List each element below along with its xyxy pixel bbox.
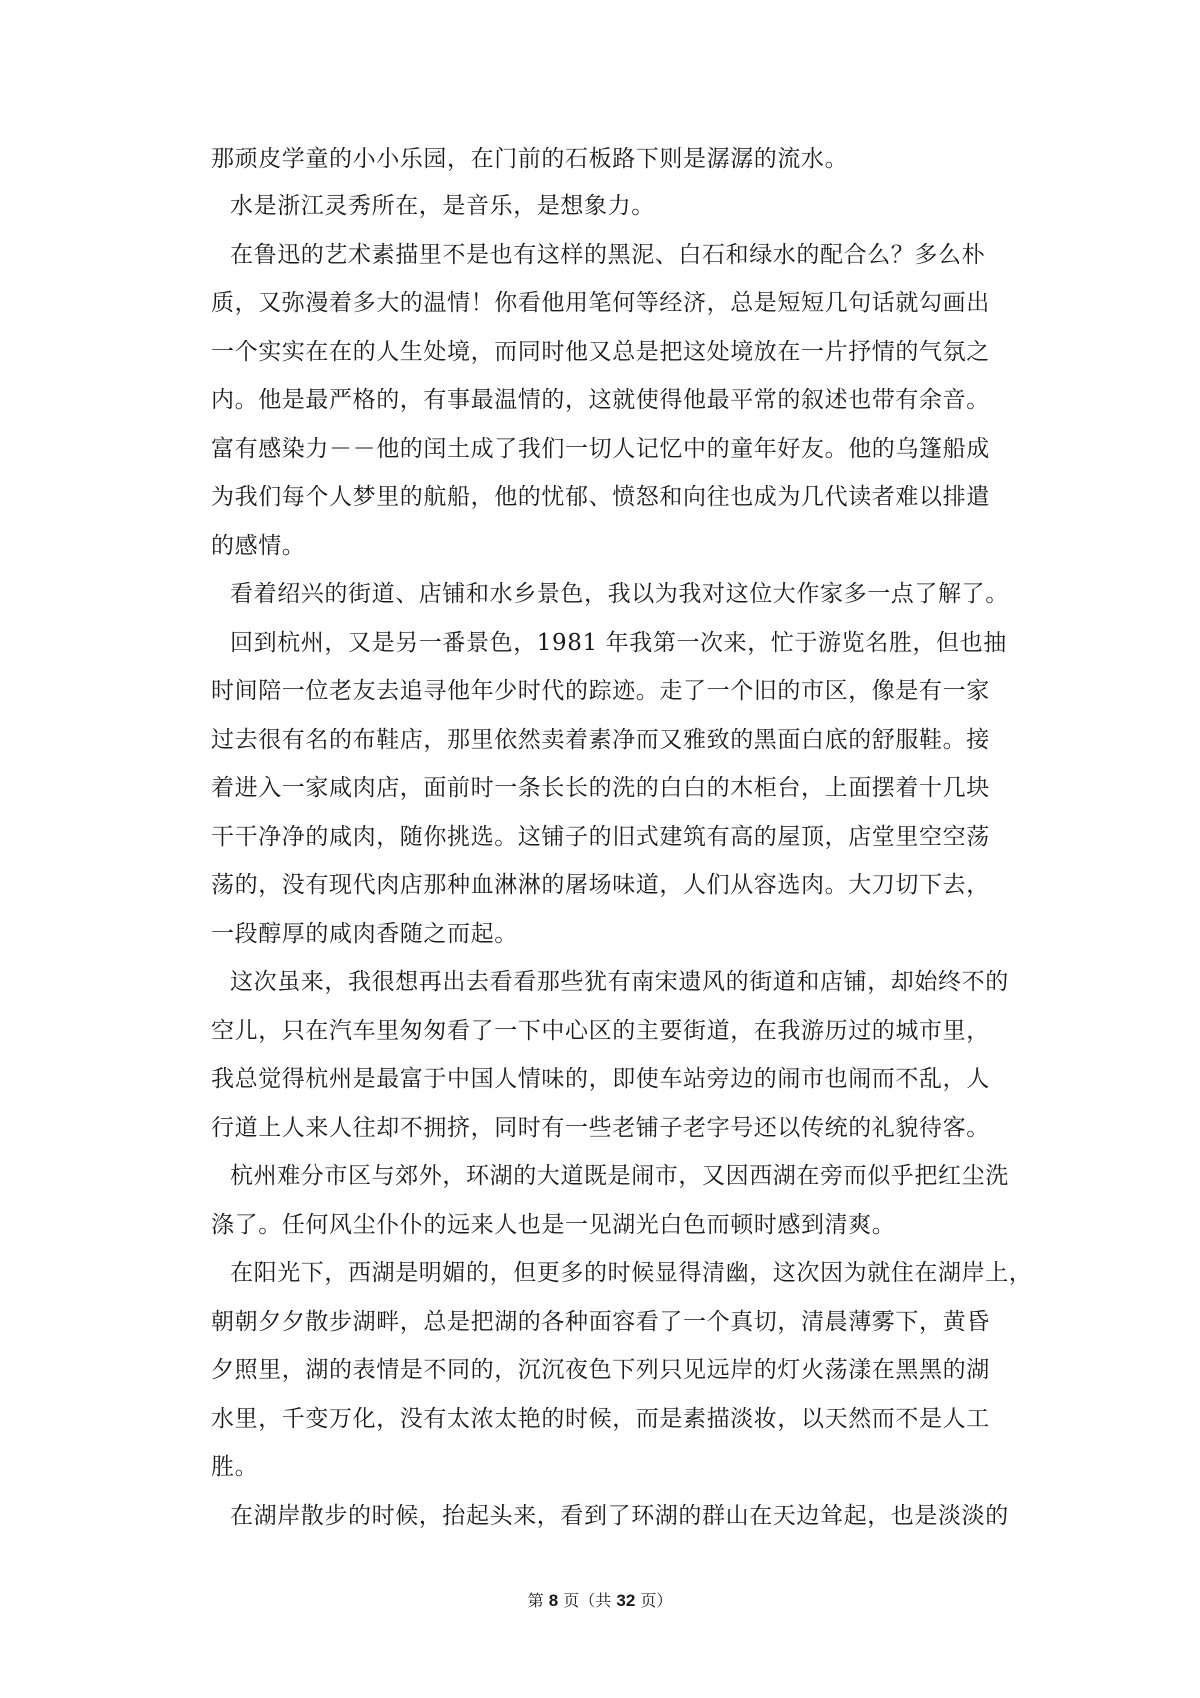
current-page-number: 8 (548, 1591, 559, 1610)
total-pages-number: 32 (616, 1591, 636, 1610)
footer-prefix: 第 (527, 1591, 549, 1610)
text-line: 涤了。任何风尘仆仆的远来人也是一见湖光白色而顿时感到清爽。 (211, 1212, 896, 1238)
footer-middle: 页（共 (558, 1591, 617, 1610)
text-line: 一段醇厚的咸肉香随之而起。 (211, 921, 518, 947)
text-line: 干干净净的咸肉，随你挑选。这铺子的旧式建筑有高的屋顶，店堂里空空荡 (211, 824, 990, 850)
page-footer (0, 1590, 1200, 1612)
text-line: 朝朝夕夕散步湖畔，总是把湖的各种面容看了一个真切，清晨薄雾下，黄昏 (211, 1309, 990, 1335)
text-line: 时间陪一位老友去追寻他年少时代的踪迹。走了一个旧的市区，像是有一家 (211, 678, 990, 704)
text-line: 水是浙江灵秀所在，是音乐，是想象力。 (230, 193, 655, 219)
text-line: 杭州难分市区与郊外，环湖的大道既是闹市，又因西湖在旁而似乎把红尘洗 (230, 1163, 1009, 1189)
text-line: 那顽皮学童的小小乐园，在门前的石板路下则是潺潺的流水。 (211, 146, 849, 172)
text-line: 胜。 (211, 1454, 259, 1480)
text-line: 在鲁迅的艺术素描里不是也有这样的黑泥、白石和绿水的配合么？多么朴 (230, 242, 986, 268)
text-line: 水里，千变万化，没有太浓太艳的时候，而是素描淡妆，以天然而不是人工 (211, 1406, 990, 1432)
text-line: 着进入一家咸肉店，面前时一条长长的洗的白白的木柜台，上面摆着十几块 (211, 775, 990, 801)
text-line: 为我们每个人梦里的航船，他的忧郁、愤怒和向往也成为几代读者难以排遣 (211, 484, 990, 510)
footer-suffix: 页） (635, 1591, 673, 1610)
text-line: 过去很有名的布鞋店，那里依然卖着素净而又雅致的黑面白底的舒服鞋。接 (211, 727, 990, 753)
text-line: 这次虽来，我很想再出去看看那些犹有南宋遗风的街道和店铺，却始终不的 (230, 969, 1009, 995)
text-line: 回到杭州，又是另一番景色，1981 年我第一次来，忙于游览名胜，但也抽 (230, 630, 1007, 656)
text-line: 在湖岸散步的时候，抬起头来，看到了环湖的群山在天边耸起，也是淡淡的 (230, 1503, 1009, 1529)
text-line: 空儿，只在汽车里匆匆看了一下中心区的主要街道，在我游历过的城市里， (211, 1018, 990, 1044)
text-line: 荡的，没有现代肉店那种血淋淋的屠场味道，人们从容选肉。大刀切下去， (211, 872, 990, 898)
text-line: 夕照里，湖的表情是不同的，沉沉夜色下列只见远岸的灯火荡漾在黑黑的湖 (211, 1357, 990, 1383)
text-line: 的感情。 (211, 533, 306, 559)
text-line: 质，又弥漫着多大的温情！你看他用笔何等经济，总是短短几句话就勾画出 (211, 290, 990, 316)
text-line: 内。他是最严格的，有事最温情的，这就使得他最平常的叙述也带有余音。 (211, 387, 990, 413)
text-line: 我总觉得杭州是最富于中国人情味的，即使车站旁边的闹市也闹而不乱，人 (211, 1066, 990, 1092)
text-line: 富有感染力－－他的闰土成了我们一切人记忆中的童年好友。他的乌篷船成 (211, 436, 990, 462)
text-line: 行道上人来人往却不拥挤，同时有一些老铺子老字号还以传统的礼貌待客。 (211, 1115, 990, 1141)
text-line: 一个实实在在的人生处境，而同时他又总是把这处境放在一片抒情的气氛之 (211, 339, 990, 365)
text-line: 看着绍兴的街道、店铺和水乡景色，我以为我对这位大作家多一点了解了。 (230, 581, 1009, 607)
text-line: 在阳光下，西湖是明媚的，但更多的时候显得清幽，这次因为就住在湖岸上， (230, 1260, 1033, 1286)
